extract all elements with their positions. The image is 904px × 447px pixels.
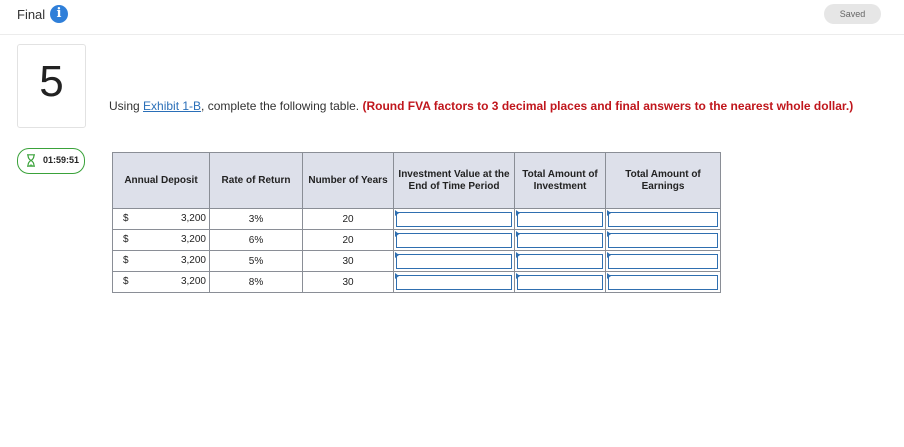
exhibit-link[interactable]: Exhibit 1-B [143, 99, 202, 113]
header-total-earnings: Total Amount of Earnings [606, 153, 721, 209]
table-row [113, 272, 721, 293]
fva-cell [394, 272, 515, 293]
total-investment-input[interactable] [517, 254, 603, 269]
top-bar [0, 0, 904, 35]
fva-cell [394, 209, 515, 230]
header-investment-value: Investment Value at the End of Time Period [394, 153, 515, 209]
years-cell: 20 [303, 209, 394, 230]
question-number-box [17, 44, 86, 128]
earnings-cell [606, 209, 721, 230]
header-total-investment: Total Amount of Investment [515, 153, 606, 209]
years-cell: 20 [303, 230, 394, 251]
hourglass-icon [26, 154, 36, 167]
total-investment-input[interactable] [517, 275, 603, 290]
earnings-cell [606, 272, 721, 293]
deposit-amount: 3,200 [180, 213, 206, 224]
header-annual-deposit: Annual Deposit [113, 153, 210, 209]
header-rate-of-return: Rate of Return [210, 153, 303, 209]
currency-symbol: $ [123, 234, 129, 245]
timer-badge[interactable] [17, 148, 85, 174]
rounding-instruction: (Round FVA factors to 3 decimal places and final answers to the nearest whole dollar.) [362, 99, 854, 113]
total-earnings-input[interactable] [608, 275, 718, 290]
deposit-cell [113, 272, 210, 293]
investment-value-input[interactable] [396, 233, 512, 248]
table-row [113, 209, 721, 230]
question-prompt [109, 99, 869, 114]
deposit-amount: 3,200 [180, 234, 206, 245]
investment-value-input[interactable] [396, 275, 512, 290]
table-row [113, 230, 721, 251]
input-marker-icon [516, 252, 520, 258]
currency-symbol: $ [123, 276, 129, 287]
currency-symbol: $ [123, 255, 129, 266]
years-cell: 30 [303, 251, 394, 272]
saved-status-badge: Saved [824, 4, 881, 24]
question-number: 5 [39, 57, 64, 106]
investment-cell [515, 251, 606, 272]
fva-cell [394, 230, 515, 251]
deposit-cell [113, 251, 210, 272]
earnings-cell [606, 251, 721, 272]
rate-cell: 8% [210, 272, 303, 293]
investment-cell [515, 209, 606, 230]
fva-cell [394, 251, 515, 272]
input-marker-icon [395, 210, 399, 216]
total-earnings-input[interactable] [608, 254, 718, 269]
currency-symbol: $ [123, 213, 129, 224]
years-cell: 30 [303, 272, 394, 293]
prompt-prefix: Using [109, 99, 144, 113]
total-investment-input[interactable] [517, 212, 603, 227]
input-marker-icon [516, 273, 520, 279]
rate-cell: 6% [210, 230, 303, 251]
deposit-cell [113, 230, 210, 251]
deposit-amount: 3,200 [180, 255, 206, 266]
deposit-amount: 3,200 [180, 276, 206, 287]
input-marker-icon [395, 231, 399, 237]
input-marker-icon [607, 252, 611, 258]
investment-table [112, 152, 721, 293]
table-header-row [113, 153, 721, 209]
input-marker-icon [516, 231, 520, 237]
total-earnings-input[interactable] [608, 212, 718, 227]
input-marker-icon [607, 231, 611, 237]
info-icon[interactable]: i [50, 5, 68, 23]
input-marker-icon [607, 210, 611, 216]
earnings-cell [606, 230, 721, 251]
rate-cell: 3% [210, 209, 303, 230]
header-number-of-years: Number of Years [303, 153, 394, 209]
investment-cell [515, 272, 606, 293]
prompt-middle: , complete the following table. [201, 99, 363, 113]
assignment-title: Final [17, 7, 46, 22]
input-marker-icon [516, 210, 520, 216]
input-marker-icon [395, 273, 399, 279]
investment-value-input[interactable] [396, 254, 512, 269]
rate-cell: 5% [210, 251, 303, 272]
table-row [113, 251, 721, 272]
investment-cell [515, 230, 606, 251]
deposit-cell [113, 209, 210, 230]
timer-value: 01:59:51 [43, 155, 80, 165]
input-marker-icon [607, 273, 611, 279]
investment-value-input[interactable] [396, 212, 512, 227]
total-investment-input[interactable] [517, 233, 603, 248]
total-earnings-input[interactable] [608, 233, 718, 248]
input-marker-icon [395, 252, 399, 258]
